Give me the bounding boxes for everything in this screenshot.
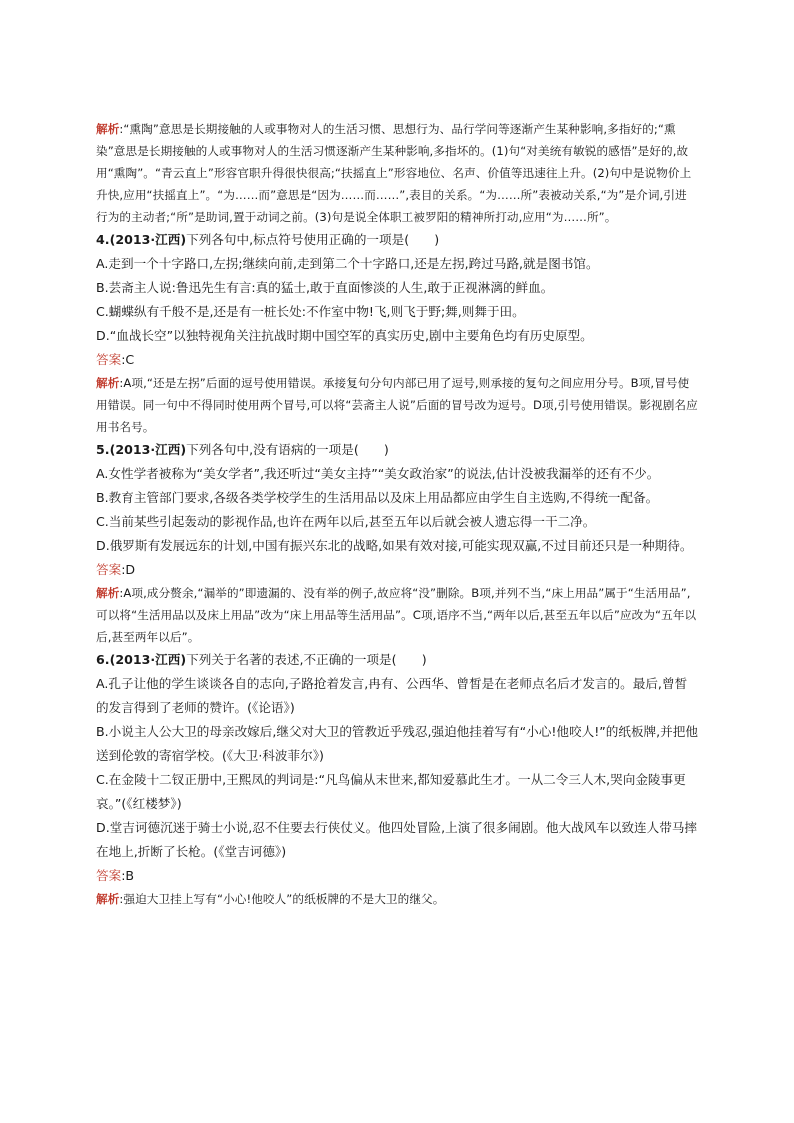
answer-line — [96, 348, 698, 372]
answer-label: 答案 — [96, 352, 122, 367]
question-text: 下列关于名著的表述,不正确的一项是( ) — [186, 652, 427, 667]
option-c: C.在金陵十二钗正册中,王熙凤的判词是:“凡鸟偏从末世来,都知爱慕此生才。一从二令三人木,哭向金陵事更哀。”(《红楼梦》) — [96, 772, 686, 811]
option-b: B.芸斋主人说:鲁迅先生有言:真的猛士,敢于直面惨淡的人生,敢于正视淋漓的鲜血。 — [96, 280, 554, 295]
question-text: 下列各句中,没有语病的一项是( ) — [186, 442, 389, 457]
question-source: (2013·江西) — [109, 232, 187, 247]
option-d: D.“血战长空”以独特视角关注抗战时期中国空军的真实历史,剧中主要角色均有历史原型。 — [96, 328, 593, 343]
explanation-text: :“熏陶”意思是长期接触的人或事物对人的生活习惯、思想行为、品行学问等逐渐产生某种影响,多指好的;“熏染”意思是长期接触的人或事物对人的生活习惯逐渐产生某种影响,多指坏的。(1)句“对美统有敏锐的感悟”是好的,故用“熏陶”。“青云直上”形容官职升得很快很高;“扶摇直上”形容地位、名声、价值等迅速往上升。(2)句中是说物价上升快,应用“扶摇直上”。“为……而”意思是“因为……而……”,表目的关系。“为……所”表被动关系,“为”是介词,引进行为的主动者;“所”是助词,置于动词之前。(3)句是说全体职工被罗阳的精神所打动,应用“为……所”。 — [96, 122, 692, 224]
document-page — [96, 118, 698, 910]
option-a: A.走到一个十字路口,左拐;继续向前,走到第二个十字路口,还是左拐,跨过马路,就是图书馆。 — [96, 256, 599, 271]
option-d: D.堂吉诃德沉迷于骑士小说,忍不住要去行侠仗义。他四处冒险,上演了很多闹剧。他大战风车以致连人带马摔在地上,折断了长枪。(《堂吉诃德》) — [96, 820, 698, 859]
option-a: A.孔子让他的学生谈谈各自的志向,子路抢着发言,冉有、公西华、曾皙是在老师点名后才发言的。最后,曾皙的发言得到了老师的赞许。(《论语》) — [96, 676, 688, 715]
question-4 — [96, 228, 698, 438]
explanation-block — [96, 582, 698, 648]
explanation-label: 解析 — [96, 122, 120, 136]
question-5 — [96, 438, 698, 648]
explanation-block — [96, 888, 698, 910]
answer-label: 答案 — [96, 562, 122, 577]
question-text: 下列各句中,标点符号使用正确的一项是( ) — [186, 232, 440, 247]
explanation-label: 解析 — [96, 586, 120, 600]
question-source: (2013·江西) — [109, 442, 187, 457]
question-number: 6. — [96, 652, 110, 667]
answer-value: :B — [121, 868, 135, 883]
explanation-block — [96, 372, 698, 438]
option-b: B.教育主管部门要求,各级各类学校学生的生活用品以及床上用品都应由学生自主选购,不得统一配备。 — [96, 490, 659, 505]
question-6 — [96, 648, 698, 910]
explanation-label: 解析 — [96, 376, 120, 390]
question-stem — [96, 228, 698, 252]
explanation-text: :A项,成分赘余,“漏举的”即遗漏的、没有举的例子,故应将“没”删除。B项,并列不当,“床上用品”属于“生活用品”,可以将“生活用品以及床上用品”改为“床上用品等生活用品”。C项,语序不当,“两年以后,甚至五年以后”应改为“五年以后,甚至两年以后”。 — [96, 586, 697, 644]
option-c: C.蝴蝶纵有千般不是,还是有一桩长处:不作室中物!飞,则飞于野;舞,则舞于田。 — [96, 304, 525, 319]
question-stem — [96, 438, 698, 462]
question-number: 5. — [96, 442, 110, 457]
option-a: A.女性学者被称为“美女学者”,我还听过“美女主持”“美女政治家”的说法,估计没被我漏举的还有不少。 — [96, 466, 660, 481]
answer-value: :C — [121, 352, 135, 367]
explanation-text: :强迫大卫挂上写有“小心!他咬人”的纸板牌的不是大卫的继父。 — [119, 892, 445, 906]
explanation-block — [96, 118, 698, 228]
answer-line — [96, 864, 698, 888]
explanation-label: 解析 — [96, 892, 120, 906]
option-d: D.俄罗斯有发展远东的计划,中国有振兴东北的战略,如果有效对接,可能实现双赢,不过目前还只是一种期待。 — [96, 538, 693, 553]
question-source: (2013·江西) — [109, 652, 187, 667]
answer-value: :D — [121, 562, 136, 577]
question-stem — [96, 648, 698, 672]
question-number: 4. — [96, 232, 110, 247]
explanation-text: :A项,“还是左拐”后面的逗号使用错误。承接复句分句内部已用了逗号,则承接的复句之间应用分号。B项,冒号使用错误。同一句中不得同时使用两个冒号,可以将“芸斋主人说”后面的冒号改为逗号。D项,引号使用错误。影视剧名应用书名号。 — [96, 376, 698, 434]
option-c: C.当前某些引起轰动的影视作品,也许在两年以后,甚至五年以后就会被人遗忘得一干二净。 — [96, 514, 596, 529]
answer-label: 答案 — [96, 868, 122, 883]
option-b: B.小说主人公大卫的母亲改嫁后,继父对大卫的管教近乎残忍,强迫他挂着写有“小心!他咬人!”的纸板牌,并把他送到伦敦的寄宿学校。(《大卫·科波菲尔》) — [96, 724, 698, 763]
answer-line — [96, 558, 698, 582]
